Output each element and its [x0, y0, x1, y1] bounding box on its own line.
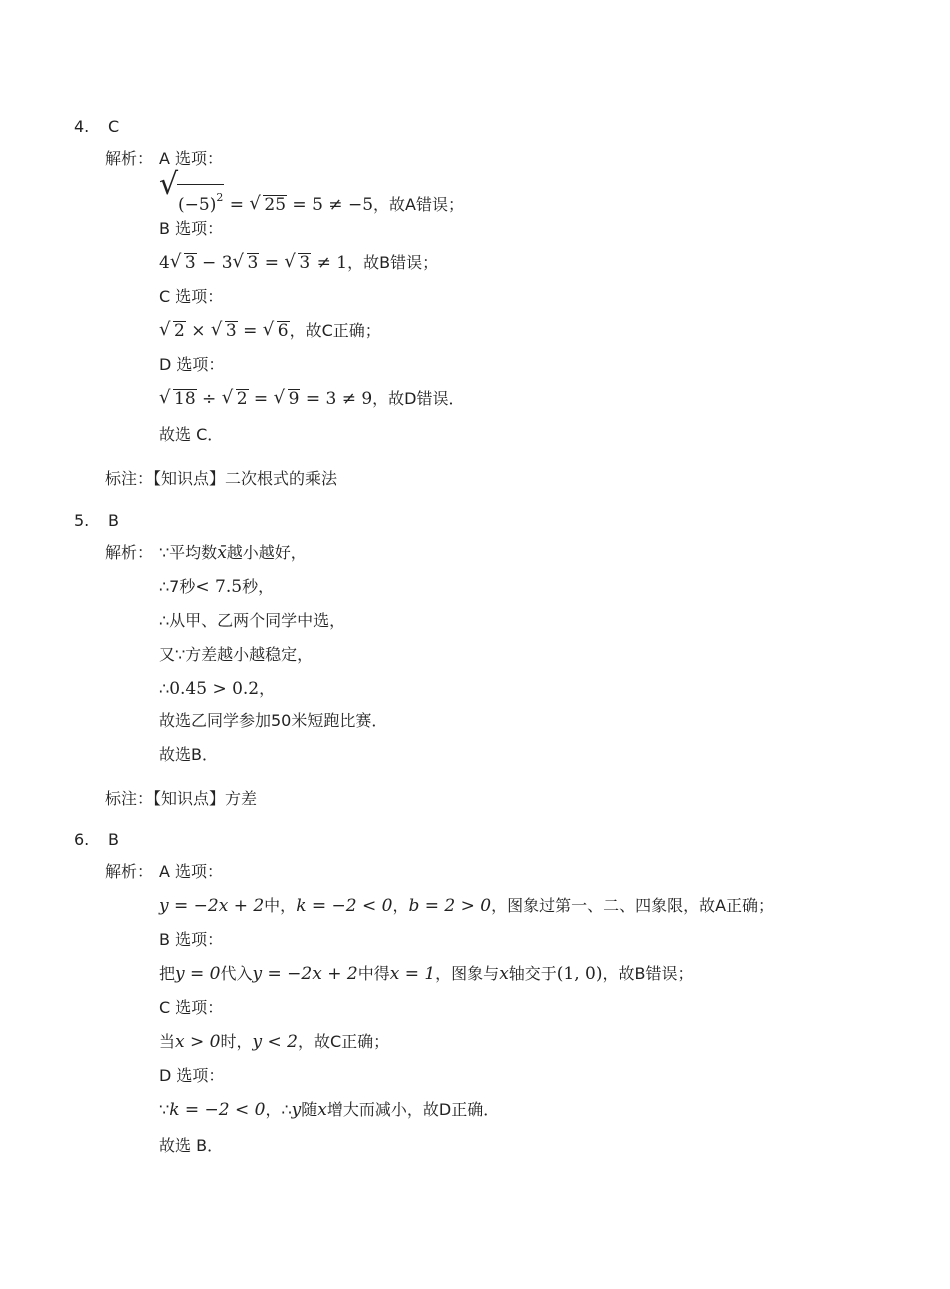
option-b-expression: 把y = 0代入y = −2x + 2中得x = 1，图象与x轴交于(1, 0)，故B错误； — [159, 964, 694, 984]
option-a-expression: √ $(-5)^2$ = √ 25 = 5 ≠ −5，故A错误； — [159, 184, 464, 218]
question-answer: C — [108, 117, 120, 136]
conclusion: 故选B． — [159, 745, 218, 764]
option-d-expression: ∵k = −2 < 0，∴y随x增大而减小，故D正确． — [159, 1100, 500, 1120]
option-c-expression: 当x > 0时，y < 2，故C正确； — [159, 1032, 390, 1052]
analysis-line-4: 又∵方差越小越稳定， — [159, 645, 314, 664]
option-c-label: C 选项： — [159, 287, 224, 306]
knowledge-note: 标注：【知识点】方差 — [105, 789, 258, 808]
analysis-line-5: ∴0.45 > 0.2， — [159, 679, 276, 699]
option-a-expression: y = −2x + 2中，k = −2 < 0，b = 2 > 0，图象过第一、二、四象限，故A正确； — [159, 896, 775, 916]
option-d-label: D 选项： — [159, 1066, 225, 1085]
analysis-label: 解析： — [105, 543, 154, 562]
analysis-line-2: ∴7秒< 7.5秒， — [159, 577, 275, 597]
option-d-expression: √ 18 ÷ √ 2 = √ 9 = 3 ≠ 9，故D错误． — [159, 388, 465, 410]
question-answer: B — [108, 830, 119, 849]
option-b-label: B 选项： — [159, 219, 224, 238]
option-d-label: D 选项： — [159, 355, 225, 374]
option-b-label: B 选项： — [159, 930, 224, 949]
conclusion: 故选 B． — [159, 1136, 224, 1155]
question-number: 6. — [74, 830, 90, 849]
analysis-label: 解析： — [105, 862, 154, 881]
analysis-line-1: ∵平均数x̄越小越好， — [159, 543, 307, 563]
analysis-line-3: ∴从甲、乙两个同学中选， — [159, 611, 346, 630]
analysis-label: 解析： — [105, 149, 154, 168]
question-answer: B — [108, 511, 119, 530]
knowledge-note: 标注：【知识点】二次根式的乘法 — [105, 469, 338, 488]
analysis-line-6: 故选乙同学参加50米短跑比赛． — [159, 711, 388, 730]
option-c-label: C 选项： — [159, 998, 224, 1017]
option-a-label: A 选项： — [159, 862, 224, 881]
option-b-expression: 4√ 3 − 3√ 3 = √ 3 ≠ 1，故B错误； — [159, 252, 438, 274]
option-a-label: A 选项： — [159, 149, 224, 168]
conclusion: 故选 C． — [159, 425, 224, 444]
question-number: 5. — [74, 511, 90, 530]
option-c-expression: √ 2 × √ 3 = √ 6，故C正确； — [159, 320, 381, 342]
question-number: 4. — [74, 117, 90, 136]
